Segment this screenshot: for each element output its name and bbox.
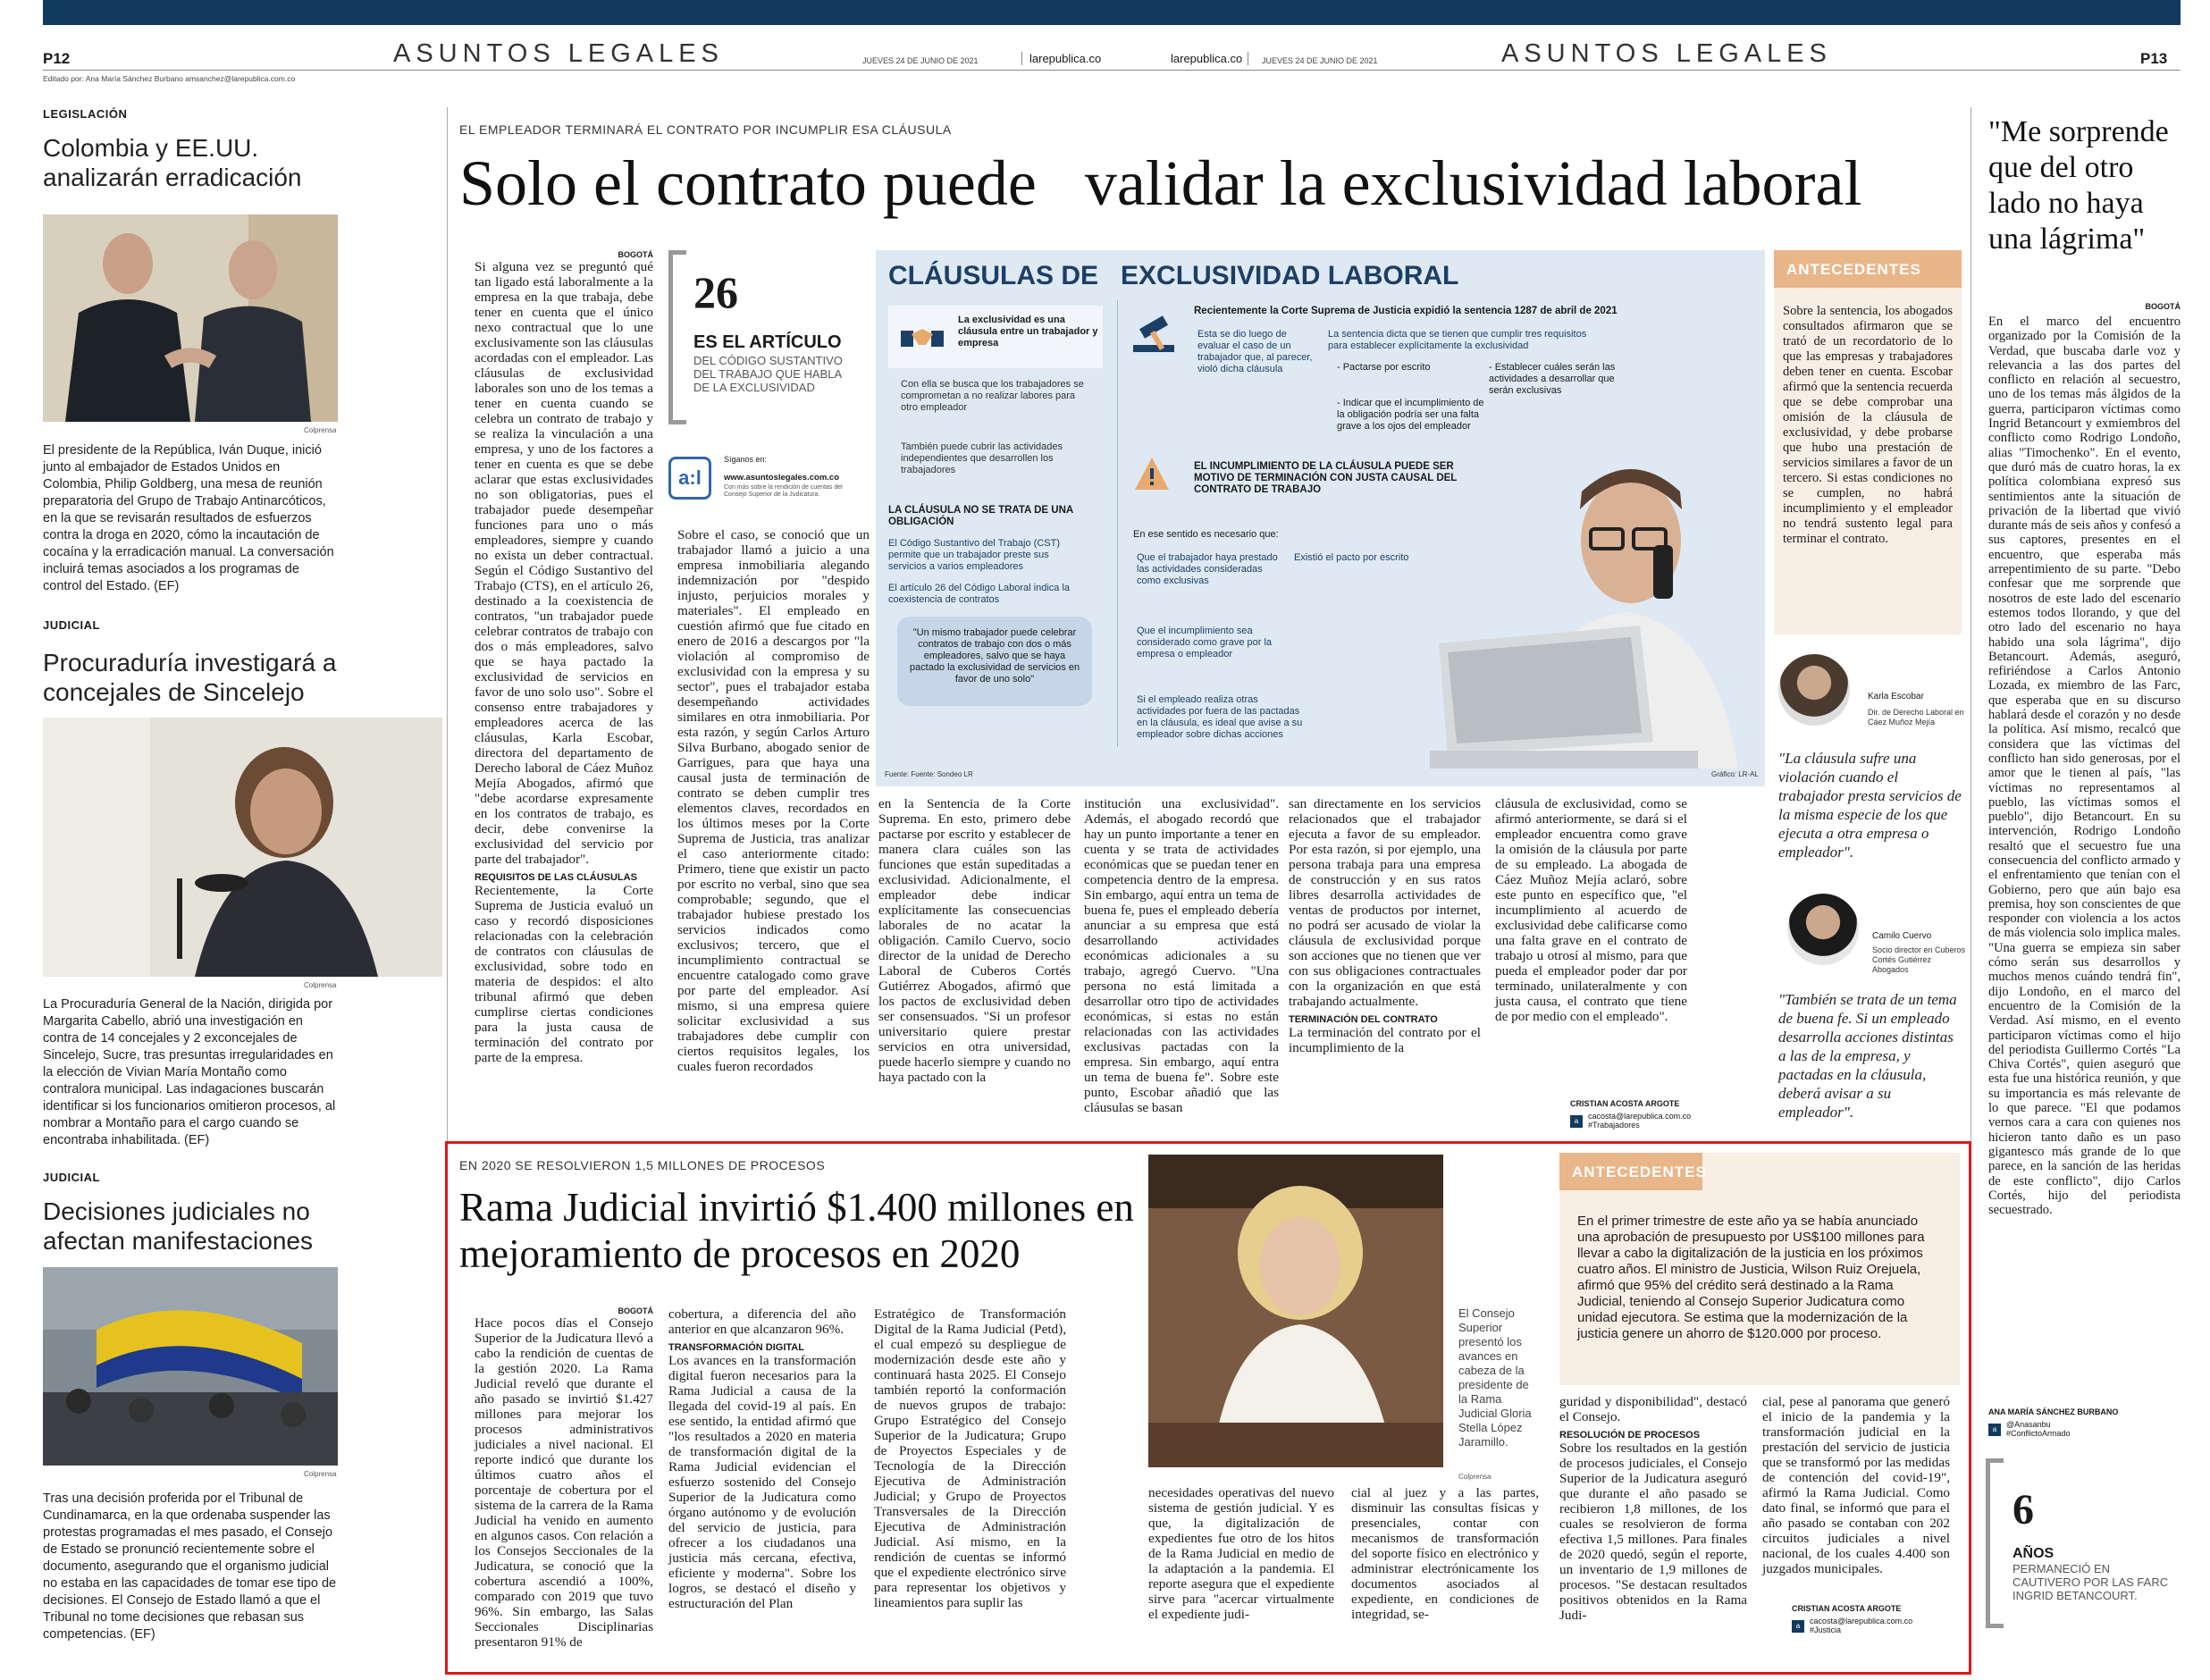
brief-headline[interactable]: Decisiones judiciales no afectan manifestaciones	[43, 1197, 313, 1255]
subhead: TRANSFORMACIÓN DIGITAL	[668, 1342, 804, 1353]
source-name: Karla Escobar	[1868, 692, 1924, 701]
brief-procuraduria	[43, 618, 347, 707]
main-col-3	[878, 796, 1071, 1085]
dateline: BOGOTÁ	[618, 1306, 653, 1315]
source-quote: "La cláusula sufre una violación cuando el trabajador presta servicios de la misma especie de los que ejecuta a otra empresa o empleador".	[1778, 750, 1962, 861]
page-number-left: P12	[43, 50, 71, 67]
infographic-divider	[1117, 300, 1118, 747]
stat-box-right	[1986, 1458, 2181, 1628]
body-text: necesidades operativas del nuevo sistema de gestión judicial. Y es que, la digitalización de expedientes fue otro de los hitos de la Rama Judicial en medio de la adaptación a la pandemia. El reporte asegura que el expediente sirve para "acercar virtualmente el expediente judi-	[1148, 1485, 1334, 1622]
author-logo-icon: a	[1792, 1620, 1804, 1633]
warning-head: EL INCUMPLIMIENTO DE LA CLÁUSULA PUEDE SER MOTIVO DE TERMINACIÓN CON JUSTA CAUSAL DEL CONTRATO DE TRABAJO	[1194, 461, 1458, 495]
stat-number: 26	[693, 267, 738, 317]
brief-photo-cabello	[43, 718, 442, 977]
bullet-sub-2: El artículo 26 del Código Laboral indica la coexistencia de contratos	[888, 583, 1071, 605]
protest-illustration	[43, 1267, 338, 1466]
byline-name: CRISTIAN ACOSTA ARGOTE	[1792, 1604, 1902, 1613]
body-text: Recientemente, la Corte Suprema de Justicia evaluó un caso y recordó disposiciones relacionadas con la celebración de contratos con cláusulas de exclusividad, sobre todo en materia de despidos: el alto tribunal afirmó que deben cumplirse ciertas condiciones para la justa causa de terminación del contrato por parte de la empresa.	[475, 883, 653, 1065]
body-text: Estratégico de Transformación Digital de la Rama Judicial (Petd), el cual empezó su despliegue de modernización desde este año y continuará hasta 2025. El Consejo también reportó la conformación de nuevos grupos de trabajo: Grupo Estratégico del Consejo Superior de la Judicatura; Grupo de Proyectos Especiales y de Tecnología de la Dirección Ejecutiva de Administración Judicial; y Grupo de Proyectos Transversales de la Dirección Ejecutiva de Administración Judicial. Así mismo, en la rendición de cuentas se informó que el expediente electrónico sirve para representar los objetivos y lineamientos para suplir las	[874, 1306, 1066, 1610]
warning-item-1: Que el trabajador haya prestado las actividades consideradas como exclusivas	[1137, 552, 1278, 586]
header-date-right: JUEVES 24 DE JUNIO DE 2021	[1262, 56, 1378, 65]
main-kicker: EL EMPLEADOR TERMINARÁ EL CONTRATO POR INCUMPLIR ESA CLÁUSULA	[459, 122, 952, 137]
brief-decisiones	[43, 1171, 347, 1256]
byline-email[interactable]: cacosta@larepublica.com.co	[1588, 1112, 1692, 1121]
right-body: En el marco del encuentro organizado por la Comisión de la Verdad, que buscaba darle voz y relevancia a las dos partes del conflicto en relación al secuestro, uno de los temas más álgidos de la guerra, participaron víctimas como Ingrid Betancourt y exmiembros del conflicto como Rodrigo Londoño, alias "Timochenko". En el evento, que duró más de cuatro horas, la ex política colombiana expresó sus sentimientos ante la situación de privación de la libertad que vivió durante más de seis años y confesó a sus captores, presentes en el encuentro, que esperaba más arrepentimiento de su parte. "Debo confesar que me sorprende que nosotros de este lado del escenario estemos todos llorando, y que del otro lado del escenario no haya habido una sola lágrima", dijo Betancourt. Además, aseguró, refiriéndose a Carlos Antonio Lozada, ex miembro de las Farc, que esperaba que en su discurso hablará desde el corazón y no desde la política. Así mismo, recalcó que considera que las víctimas del conflicto han sido generosas, por el amor que le tienen al país, "las víctimas no representamos al pueblo, las víctimas somos el pueblo", dijo Betancourt. En su intervención, Rodrigo Londoño resaltó que el secuestro fue una consecuencia del conflicto armado y el enfrentamiento que tenían con el Gobierno, pero que aún bajo esa premisa, hoy son conscientes de que responder con violencia a los actos de más violencia solo implica males. "Una guerra se empieza sin saber cómo serán sus desarrollos y muchos menos cuándo tendrá fin", dijo Londoño, en el marco del encuentro de la Comisión de la Verdad. Así mismo, en el evento participaron víctimas como el hijo del periodista Guillermo Cortés "La Chiva Cortés", quien aseguró que esta fue una histórica reunión, y que su importancia es más relevante de lo que parece. "El que podamos vernos cara a cara con quienes nos hicieron tanto daño es un paso gigantesco más grande de lo que parece, en la sanción de las heridas de este conflicto", dijo Carlos Cortés, hijo del periodista secuestrado.	[1988, 315, 2181, 1218]
byline-tag[interactable]: #ConflictoArmado	[2006, 1429, 2071, 1438]
court-left: Esta se dio luego de evaluar el caso de un trabajador que, al parecer, violó dicha cláusula	[1197, 329, 1313, 374]
requirement-c: - Indicar que el incumplimiento de la obligación podría ser una falta grave a los ojos del empleador	[1337, 398, 1484, 432]
photo-credit: Colprensa	[1458, 1473, 1492, 1481]
warning-item-4: Si el empleado realiza otras actividades por fuera de las pactadas en la cláusula, es ideal que avise a su empleador sobre dichas acciones	[1137, 694, 1303, 740]
right-byline	[1988, 1407, 2181, 1438]
requirement-b: - Establecer cuáles serán las actividades a desarrollar que serán exclusivas	[1489, 362, 1616, 396]
byline-tag[interactable]: #Justicia	[1810, 1625, 1842, 1634]
brief-headline[interactable]: Procuraduría investigará a concejales de Sincelejo	[43, 649, 337, 706]
rama-col-2	[668, 1306, 856, 1611]
body-text: Los avances en la transformación digital fueron necesarios para la Rama Judicial a causa de la llegada del covid-19 al país. En ese sentido, la entidad afirmó que "los resultados a 2020 en materia de transformación digital de la Rama Judicial evidencian el esfuerzo sostenido del Consejo Superior de la Judicatura como órgano autónomo y de evolución del servicio de justicia, para ofrecer a los ciudadanos una justicia más cercana, efectiva, eficiente y moderna". Sobre los logros, se destacó el diseño y estructuración del Plan	[668, 1353, 856, 1611]
section-name-left: ASUNTOS LEGALES	[393, 39, 724, 68]
subhead: TERMINACIÓN DEL CONTRATO	[1289, 1014, 1438, 1025]
antecedentes-box	[1774, 250, 1962, 634]
antecedentes-body: En el primer trimestre de este año ya se había anunciado una aprobación de presupuesto por US$100 millones para llevar a cabo la digitalización de la justicia en los próximos cuatro años. El ministro de Justicia, Wilson Ruiz Orejuela, afirmó que 95% del crédito será destinado a la Rama Judicial, teniendo al Consejo Superior Judicatura como unidad ejecutora. Se estima que la modernización de la justicia genere un ahorro de $120.000 por proceso.	[1577, 1214, 1925, 1341]
header-site-right[interactable]: larepublica.co	[1171, 52, 1248, 65]
body-text: La terminación del contrato por el incumplimiento de la	[1289, 1025, 1481, 1055]
infographic-lead: La exclusividad es una cláusula entre un trabajador y empresa	[958, 315, 1098, 349]
photo-credit: Colprensa	[304, 1470, 337, 1478]
top-color-bar	[43, 0, 2181, 25]
bracket-decoration	[1986, 1458, 2004, 1628]
asuntos-legales-logo: a:l	[668, 457, 711, 500]
brief-kicker: JUDICIAL	[43, 618, 100, 632]
stat-box	[668, 250, 856, 424]
body-text: Sobre los resultados en la gestión de procesos judiciales, el Consejo Superior de la Judicatura aseguró que durante el año pasado se recibieron 1,8 millones, de los cuales se resolvieron de forma efectiva 1,5 millones. Para finales de 2020 quedó, según el reporte, un inventario de 1,9 millones de procesos. "Se destacan resultados positivos obtenidos en la Rama Judi-	[1559, 1441, 1747, 1623]
section-name-right: ASUNTOS LEGALES	[1501, 39, 1832, 68]
court-mid: La sentencia dicta que se tienen que cumplir tres requisitos para establecer explícitamente la exclusividad	[1328, 329, 1587, 351]
body-text: guridad y disponibilidad", destacó el Consejo.	[1559, 1394, 1747, 1424]
infographic-title: CLÁUSULAS DE EXCLUSIVIDAD LABORAL	[888, 261, 1459, 290]
handshake-illustration	[43, 214, 338, 422]
brief-photo-duque	[43, 214, 338, 422]
photo-credit: Colprensa	[304, 981, 337, 989]
rama-byline	[1792, 1604, 1962, 1634]
antecedentes-box-bottom	[1559, 1153, 1960, 1385]
warning-icon	[1133, 456, 1171, 491]
warning-item-3: Que el incumplimiento sea considerado como grave por la empresa o empleador	[1137, 626, 1273, 659]
author-logo-icon: a	[1570, 1115, 1583, 1128]
speaker-illustration	[43, 718, 442, 977]
dateline: BOGOTÁ	[2145, 302, 2181, 311]
infographic-source: Fuente: Fuente: Sondeo LR	[885, 770, 973, 778]
official-portrait-illustration	[1148, 1155, 1443, 1467]
header-date-left: JUEVES 24 DE JUNIO DE 2021	[862, 56, 979, 65]
gavel-icon	[1128, 306, 1181, 359]
right-headline[interactable]: "Me sorprende que del otro lado no haya una lágrima"	[1988, 115, 2169, 256]
source-name: Camilo Cuervo	[1872, 931, 1932, 941]
antecedentes-label: ANTECEDENTES	[1774, 250, 1962, 288]
rama-col-7	[1762, 1394, 1950, 1576]
body-text: cláusula de exclusividad, como se afirmó anteriormente, se dará si el empleador encuentra como grave la omisión de la cláusula por parte de su empleado. La abogada de Cáez Muñoz Mejía aclaró, sobre este punto en específico que, "el incumplimiento al acuerdo de exclusividad debe calificarse como una falta grave en el contrato de trabajo u otrosí al mismo, para que pueda el empleador poder dar por terminado, unilateralmente y con justa causa, el contrato que tiene de por medio con el empleado".	[1495, 796, 1687, 1024]
stat-desc: PERMANECIÓ EN CAUTIVERO POR LAS FARC INGRID BETANCOURT.	[2013, 1562, 2169, 1602]
brief-headline[interactable]: Colombia y EE.UU. analizarán erradicación	[43, 134, 302, 191]
avatar	[1787, 894, 1859, 965]
photo-caption: El Consejo Superior presentó los avances en cabeza de la presidente de la Rama Judicial Gloria Stella López Jaramillo.	[1458, 1306, 1532, 1449]
rama-headline[interactable]: Rama Judicial invirtió $1.400 millones en mejoramiento de procesos en 2020	[459, 1185, 1134, 1276]
handshake-icon	[899, 315, 945, 359]
main-headline[interactable]: Solo el contrato puede validar la exclusividad laboral	[459, 147, 1862, 219]
author-logo-icon: a	[1988, 1424, 2001, 1436]
follow-label: Síganos en:	[724, 455, 768, 464]
brief-photo-protesta	[43, 1267, 338, 1466]
bullet-left-2: También puede cubrir las actividades independientes que desarrollen los trabajadores	[901, 441, 1063, 475]
court-head: Recientemente la Corte Suprema de Justicia expidió la sentencia 1287 de abril de 2021	[1194, 306, 1618, 316]
rama-photo	[1148, 1155, 1443, 1467]
editor-line: Editado por: Ana María Sánchez Burbano amsanchez@larepublica.com.co	[43, 74, 296, 83]
ad-note: Con más sobre la rendición de cuentas del Consejo Superior de la Judicatura.	[724, 484, 843, 498]
main-col-2	[677, 527, 870, 1074]
site-url[interactable]: www.asuntoslegales.com.co	[724, 473, 839, 483]
main-col-5	[1289, 796, 1481, 1055]
subhead: REQUISITOS DE LAS CLÁUSULAS	[475, 872, 637, 883]
body-text: Sobre el caso, se conoció que un trabajador llamó a juicio a una empresa inmobiliaria alegando indemnización por "despido injusto, perjuicios morales y materiales". El empleado en cuestión afirmó que fue citado en enero de 2016 a descargos por "la violación al compromiso de exclusividad con la empresa y su sector", pues el trabajador estaba desempeñando actividades similares en otra inmobiliaria. Por esta razón, y según Carlos Arturo Silva Burbano, abogado senior de Garrigues, para que haya una causal justa de terminación de contrato se deben cumplir tres elementos claves, recordados en los últimos meses por la Corte Suprema de Justicia, tras analizar el caso anteriormente citado: Primero, tiene que existir un pacto por escrito no verbal, sino que sea comprobable; segundo, que el trabajador hubiese prestado los servicios indicados como exclusivos; tercero, que el incumplimiento contractual se encuentre catalogado como grave por parte del empleador. Así mismo, si una empresa quiere solicitar exclusividad a sus trabajadores debe cumplir con ciertos requisitos legales, los cuales fueron recordados	[677, 527, 870, 1074]
antecedentes-label: ANTECEDENTES	[1559, 1153, 1702, 1190]
social-box[interactable]	[668, 451, 856, 505]
body-text: san directamente en los servicios relacionados que el trabajador ejecuta a favor de su empleador. Por esta razón, si por ejemplo, una persona trabaja para una empresa de construcción y en sus ratos libres desarrolla actividades de ventas de productos por internet, no podrá ser acusado de violar la cláusula de exclusividad porque son acciones que no tienen que ver con sus obligaciones contractuales con la organización en que está trabajando actualmente.	[1289, 796, 1481, 1009]
main-col-1	[475, 250, 653, 1065]
brief-body: Tras una decisión proferida por el Tribunal de Cundinamarca, en la que ordenaba suspender las protestas programadas el mes pasado, el Consejo de Estado se pronunció recientemente sobre el documento, asegurando que el organismo judicial no estaba en las capacidades de tomar ese tipo de decisiones. El Consejo de Estado llamó a que el Tribunal no tome decisiones que rebasan sus competencias. (EF)	[43, 1491, 337, 1642]
avatar	[1778, 654, 1850, 726]
photo-credit: Colprensa	[304, 426, 337, 434]
stat-number: 6	[2013, 1486, 2034, 1533]
brief-kicker: JUDICIAL	[43, 1171, 100, 1184]
rama-col-5	[1351, 1485, 1539, 1622]
brief-legislacion	[43, 107, 347, 192]
source-quote: "También se trata de un tema de buena fe. Si un empleado desarrolla acciones distintas a las de la empresa, y pactadas en la cláusula, deberá avisar a su empleador".	[1778, 991, 1957, 1121]
source-role: Socio director en Cuberos Cortés Gutiérrez Abogados	[1872, 945, 1966, 974]
infographic-credit: Gráfico: LR-AL	[1711, 770, 1759, 778]
main-col-4	[1084, 796, 1279, 1115]
infographic-quote: "Un mismo trabajador puede celebrar contratos de trabajo con dos o más empleadores, salvo que se haya pactado la exclusividad de servicios en favor de uno solo"	[897, 617, 1092, 706]
body-text: en la Sentencia de la Corte Suprema. En esto, primero debe pactarse por escrito y establecer de manera clara cuáles son las funciones que están supeditadas a exclusividad. Adicionalmente, el empleador debe indicar explícitamente las consecuencias laborales de no acatar la obligación. Camilo Cuervo, socio director de la unidad de Derecho Laboral de Cuberos Cortés Gutiérrez Abogados, afirmó que los pactos de exclusividad deben ser consensuados. "Si un profesor universitario quiere prestar servicios en otra universidad, puede hacerlo siempre y cuando no haya pactado con la	[878, 796, 1071, 1085]
stat-label: ES EL ARTÍCULO	[693, 332, 842, 352]
main-col-6	[1495, 796, 1687, 1024]
rama-kicker: EN 2020 SE RESOLVIERON 1,5 MILLONES DE PROCESOS	[459, 1158, 826, 1172]
byline-email[interactable]: cacosta@larepublica.com.co	[1810, 1617, 1913, 1625]
stat-label: AÑOS	[2013, 1546, 2055, 1561]
requirement-a: - Pactarse por escrito	[1337, 362, 1431, 373]
bracket-decoration	[668, 250, 686, 424]
byline-name: CRISTIAN ACOSTA ARGOTE	[1570, 1099, 1680, 1108]
subhead: RESOLUCIÓN DE PROCESOS	[1559, 1430, 1701, 1441]
body-text: cial al juez y a las partes, disminuir las consultas físicas y presenciales, contar con mecanismos de transformación del soporte físico en electrónico y administrar electrónicamente los documentos asociados al expediente, en condiciones de integridad, se-	[1351, 1485, 1539, 1622]
bullet-sub-1: El Código Sustantivo del Trabajo (CST) permite que un trabajador preste sus servicios a varios empleadores	[888, 538, 1060, 572]
brief-body: La Procuraduría General de la Nación, dirigida por Margarita Cabello, abrió una investigación en contra de 14 concejales y 2 exconcejales de Sincelejo, Sucre, tras presuntas irregularidades en la elección de Vivian María Montaño como contralora municipal. Las indagaciones buscarán identificar si los funcionarios omitieron procesos, al nombrar a Montaño para el cargo cuando se encontraba inhabilitada. (EF)	[43, 997, 336, 1147]
antecedentes-body: Sobre la sentencia, los abogados consultados afirmaron que se trató de un recordatorio de lo que las empresas y trabajadores deben tener en cuenta. Escobar afirmó que la sentencia recuerda que se debe comprobar una omisión de la cláusula de exclusividad, y debe probarse que hubo una prestación de servicios similares a favor de un tercero. Si estas condiciones no se cumplen, no habrá incumplimiento y el empleador no tendrá sustento legal para terminar el contrato.	[1783, 304, 1953, 546]
byline-handle[interactable]: @Anasanbu	[2006, 1420, 2051, 1429]
warning-intro: En ese sentido es necesario que:	[1133, 529, 1279, 540]
byline-tag[interactable]: #Trabajadores	[1588, 1121, 1640, 1130]
body-text: Hace pocos días el Consejo Superior de la Judicatura llevó a cabo la rendición de cuentas de la gestión 2020. La Rama Judicial reveló que durante el año pasado se invirtió $1.427 millones para mejorar los procesos administrativos judiciales a nivel nacional. El reporte indicó que durante los últimos cuatro años el porcentaje de cobertura por el sistema de la carrera de la Rama Judicial ha venido en aumento en algunos casos. Con relación a los Consejos Seccionales de la Judicatura, se conoció que la cobertura ascendió a 100%, comparado con 2019 que tuvo 96%. Sin embargo, las Salas Seccionales Disciplinarias presentaron 91% de	[475, 1315, 653, 1650]
stat-desc: DEL CÓDIGO SUSTANTIVO DEL TRABAJO QUE HABLA DE LA EXCLUSIVIDAD	[693, 354, 843, 394]
infographic	[876, 250, 1765, 786]
header-rule	[43, 70, 2181, 71]
rama-col-1	[475, 1306, 653, 1650]
body-text: Si alguna vez se preguntó qué tan ligado está laboralmente a la empresa en la que trabaja, debe tener en cuenta que el único nexo contractual que lo une exclusivamente son las cláusulas acordadas con el empleador. Las cláusulas de exclusividad laborales son uno de los temas a tener en cuenta cuando se celebra un contrato de trabajo y se realiza la vinculación a una empresa, y uno de los factores a tener en cuenta es que se debe aclarar que estas exclusividades no son obligatorias, pues el trabajador puede desempeñar funciones para uno o más empleadores, siempre y cuando no exista un deber contractual. Según el Código Sustantivo del Trabajo (CTS), en el artículo 26, destinado a la coexistencia de contratos, "un trabajador puede celebrar contratos de trabajo con dos o más empleadores, salvo que se haya pactado la exclusividad de servicios en favor de uno solo uso". Sobre el consenso entre trabajadores y empleadores acerca de las cláusulas, Karla Escobar, directora del departamento de Derecho laboral de Cáez Muñoz Mejía Abogados, afirmó que "debe acordarse expresamente en los contratos de trabajo, es decir, debe convenirse la exclusividad del servicio por parte del trabajador".	[475, 259, 653, 867]
header-site-left[interactable]: larepublica.co	[1021, 52, 1101, 65]
infographic-subhead: LA CLÁUSULA NO SE TRATA DE UNA OBLIGACIÓN	[888, 505, 1073, 527]
dateline: BOGOTÁ	[618, 250, 653, 259]
page-number-right: P13	[2140, 50, 2168, 67]
warning-item-2: Existió el pacto por escrito	[1294, 552, 1409, 563]
rama-col-4	[1148, 1485, 1334, 1622]
brief-kicker: LEGISLACIÓN	[43, 107, 128, 121]
rama-col-6	[1559, 1394, 1747, 1623]
body-text: cial, pese al panorama que generó el inicio de la pandemia y la transformación judicial en la prestación del servicio de justicia que se transformó por las medidas de contención del covid-19", afirmó la Rama Judicial. Como dato final, se informó que para el año pasado se contaban con 202 circuitos judiciales a nivel nacional, de los cuales 4.400 son juzgados municipales.	[1762, 1394, 1950, 1576]
body-text: institución una exclusividad". Además, el abogado recordó que hay un punto importante a tener en cuenta y se trata de actividades económicas que se puedan tener en competencia dentro de la empresa. Sin embargo, aquí entra un tema de buena fe, pues el empleado debería anunciar a su empresa que está desarrollando actividades económicas adicionales a su trabajo, agregó Cuervo. "Una persona no está limitada a desarrollar otro tipo de actividades económicas, si estas no están relacionadas con las actividades exclusivas pactadas con la empresa. Sin embargo, aquí entra un tema de buena fe". Sobre este punto, Escobar añadió que las cláusulas se basan	[1084, 796, 1279, 1115]
byline-name: ANA MARÍA SÁNCHEZ BURBANO	[1988, 1407, 2119, 1416]
source-role: Dir. de Derecho Laboral en Cáez Muñoz Mejía	[1868, 708, 1964, 727]
bullet-left-1: Con ella se busca que los trabajadores se comprometan a no realizar labores para otro empleador	[901, 379, 1084, 413]
worker-illustration	[1430, 384, 1760, 769]
body-text: cobertura, a diferencia del año anterior en que alcanzaron 96%.	[668, 1306, 856, 1337]
main-byline	[1570, 1099, 1749, 1130]
brief-body: El presidente de la República, Iván Duque, inició junto al embajador de Estados Unidos en Colombia, Philip Goldberg, una mesa de reunión preparatoria del Grupo de Trabajo Antinarcóticos, en la que se revisarán resultados de esfuerzos contra la droga en 2020, cómo la incautación de cocaína y la erradicación manual. La conversación incluirá temas asociados a los programas de control del Estado. (EF)	[43, 443, 334, 593]
rama-col-3	[874, 1306, 1066, 1610]
